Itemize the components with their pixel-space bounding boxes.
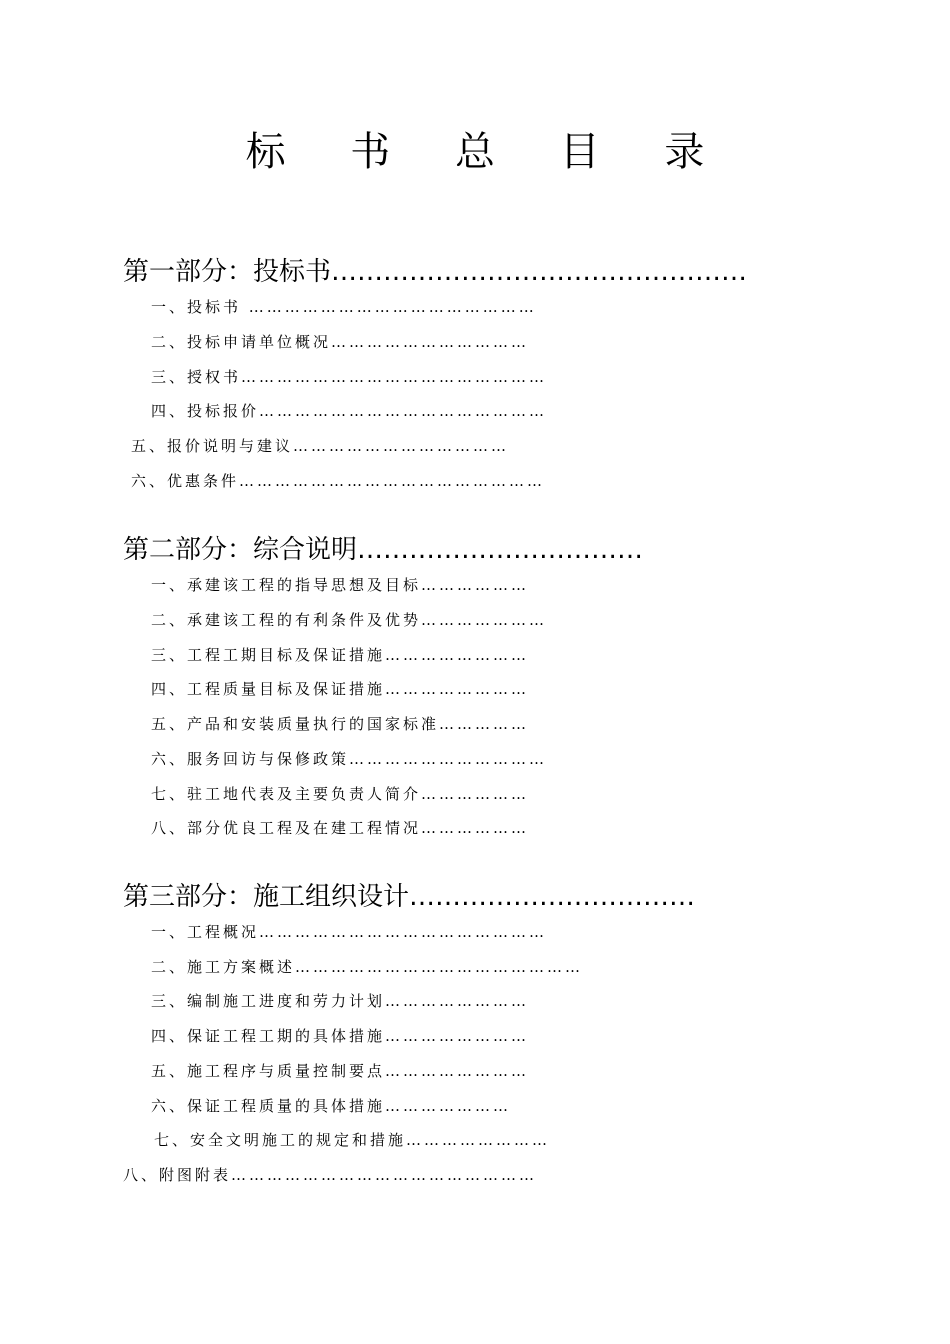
toc-item: 二、投标申请单位概况……………………………	[151, 333, 530, 351]
toc-item: 一、投标书 …………………………………………	[151, 298, 537, 316]
toc-item: 八、部分优良工程及在建工程情况………………	[151, 819, 530, 837]
toc-item: 四、保证工程工期的具体措施……………………	[151, 1027, 530, 1045]
toc-item: 六、服务回访与保修政策……………………………	[151, 750, 548, 768]
toc-item: 一、承建该工程的指导思想及目标………………	[151, 576, 530, 594]
toc-item: 五、产品和安装质量执行的国家标准……………	[151, 715, 530, 733]
toc-item: 五、施工程序与质量控制要点……………………	[151, 1062, 530, 1080]
section-heading-part-3: 第三部分：施工组织设计……………………………	[123, 882, 696, 912]
toc-item: 四、投标报价…………………………………………	[151, 402, 548, 420]
toc-item: 七、驻工地代表及主要负责人简介………………	[151, 785, 530, 803]
toc-item: 六、优惠条件……………………………………………	[131, 472, 546, 490]
toc-item: 五、报价说明与建议………………………………	[131, 437, 510, 455]
toc-item: 二、施工方案概述…………………………………………	[151, 958, 584, 976]
toc-item: 一、工程概况…………………………………………	[151, 923, 548, 941]
toc-item: 三、编制施工进度和劳力计划……………………	[151, 992, 530, 1010]
toc-item: 三、工程工期目标及保证措施……………………	[151, 646, 530, 664]
toc-item: 三、授权书……………………………………………	[151, 368, 548, 386]
toc-item: 八、附图附表……………………………………………	[123, 1166, 538, 1184]
toc-item: 四、工程质量目标及保证措施……………………	[151, 680, 530, 698]
section-heading-part-2: 第二部分：综合说明……………………………	[123, 535, 644, 565]
document-title: 标 书 总 目 录	[245, 129, 731, 175]
toc-item: 七、安全文明施工的规定和措施……………………	[154, 1131, 551, 1149]
toc-item: 二、承建该工程的有利条件及优势…………………	[151, 611, 548, 629]
section-heading-part-1: 第一部分：投标书…………………………………………	[123, 257, 748, 287]
toc-item: 六、保证工程质量的具体措施…………………	[151, 1097, 512, 1115]
